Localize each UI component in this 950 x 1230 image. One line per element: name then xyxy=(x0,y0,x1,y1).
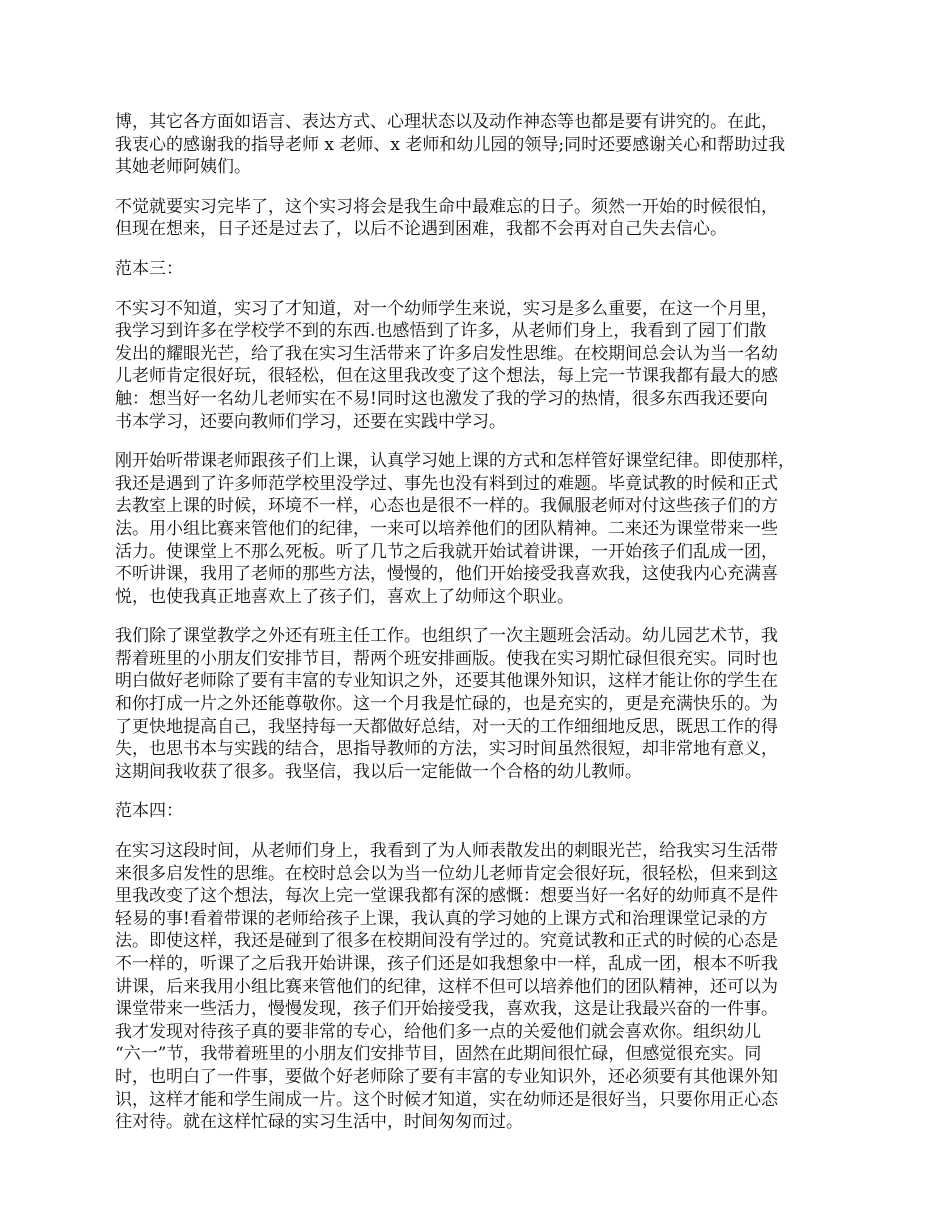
text-line: 刚开始听带课老师跟孩子们上课，认真学习她上课的方式和怎样管好课堂纪律。即使那样， xyxy=(115,451,795,472)
text-line: 和你打成一片之外还能尊敬你。这一个月我是忙碌的，也是充实的，更是充满快乐的。为 xyxy=(115,694,778,715)
text-line: 课堂带来一些活力，慢慢发现，孩子们开始接受我，喜欢我，这是让我最兴奋的一件事。 xyxy=(115,999,778,1020)
text-line: 时，也明白了一件事，要做个好老师除了要有丰富的专业知识外，还必须要有其他课外知 xyxy=(115,1066,778,1087)
text-line: 法。用小组比赛来管他们的纪律，一来可以培养他们的团队精神。二来还为课堂带来一些 xyxy=(115,518,778,539)
paragraph-5 xyxy=(115,625,850,783)
text-line: 讲课，后来我用小组比赛来管他们的纪律，这样不但可以培养他们的团队精神，还可以为 xyxy=(115,976,778,997)
text-line: 活力。使课堂上不那么死板。听了几节之后我就开始试着讲课，一开始孩子们乱成一团， xyxy=(115,541,778,562)
text-line: 不觉就要实习完毕了，这个实习将会是我生命中最难忘的日子。须然一开始的时候很怕， xyxy=(115,196,778,217)
text-line: 明白做好老师除了要有丰富的专业知识之外，还要其他课外知识，这样才能让你的学生在 xyxy=(115,671,778,692)
text-line: 我们除了课堂教学之外还有班主任工作。也组织了一次主题班会活动。幼儿园艺术节，我 xyxy=(115,626,778,647)
text-line: 但现在想来，日子还是过去了，以后不论遇到困难，我都不会再对自己失去信心。 xyxy=(115,219,727,240)
text-line: 悦，也使我真正地喜欢上了孩子们，喜欢上了幼师这个职业。 xyxy=(115,586,574,607)
text-line: 在实习这段时间，从老师们身上，我看到了为人师表散发出的刺眼光芒，给我实习生活带 xyxy=(115,841,778,862)
text-line: 了更快地提高自己，我坚持每一天都做好总结，对一天的工作细细地反思，既思工作的得 xyxy=(115,716,778,737)
text-line: 我才发现对待孩子真的要非常的专心，给他们多一点的关爱他们就会喜欢你。组织幼儿 xyxy=(115,1021,761,1042)
text-line: 不听讲课，我用了老师的那些方法，慢慢的，他们开始接受我喜欢我，这使我内心充满喜 xyxy=(115,564,778,585)
text-line: 触：想当好一名幼儿老师实在不易!同时这也激发了我的学习的热情，很多东西我还要向 xyxy=(115,388,768,409)
text-line: 不实习不知道，实习了才知道，对一个幼师学生来说，实习是多么重要，在这一个月里， xyxy=(115,298,778,319)
text-line: 不一样的，听课了之后我开始讲课，孩子们还是如我想象中一样，乱成一团，根本不听我 xyxy=(115,954,778,974)
document-body xyxy=(115,111,850,1151)
text-line: 我还是遇到了许多师范学校里没学过、事先也没有料到过的难题。毕竟试教的时候和正式 xyxy=(115,473,778,494)
text-line: 书本学习，还要向教师们学习，还要在实践中学习。 xyxy=(115,411,506,432)
paragraph-4 xyxy=(115,450,850,608)
text-line: 帮着班里的小朋友们安排节目，帮两个班安排画版。使我在实习期忙碌但很充实。同时也 xyxy=(115,648,778,669)
heading-line: 范本四： xyxy=(115,801,183,822)
text-line: 其她老师阿姨们。 xyxy=(115,157,251,178)
section-heading-sample-4 xyxy=(115,800,850,823)
text-line: 识，这样才能和学生闹成一片。这个时候才知道，实在幼师还是很好当，只要你用正心态 xyxy=(115,1089,778,1110)
text-line: 去教室上课的时候，环境不一样，心态也是很不一样的。我佩服老师对付这些孩子们的方 xyxy=(115,496,778,517)
text-line: 法。即使这样，我还是碰到了很多在校期间没有学过的。究竟试教和正式的时候的心态是 xyxy=(115,931,778,952)
text-line: 里我改变了这个想法，每次上完一堂课我都有深的感慨：想要当好一名好的幼师真不是件 xyxy=(115,886,778,907)
text-line: 博，其它各方面如语言、表达方式、心理状态以及动作神态等也都是要有讲究的。在此， xyxy=(115,112,778,132)
text-line: 我衷心的感谢我的指导老师 x 老师、x 老师和幼儿园的领导;同时还要感谢关心和帮助过我 xyxy=(115,134,786,155)
text-line: 往对待。就在这样忙碌的实习生活中，时间匆匆而过。 xyxy=(115,1112,523,1133)
paragraph-6 xyxy=(115,840,850,1134)
text-line: “六一”节，我带着班里的小朋友们安排节目，固然在此期间很忙碌，但感觉很充实。同 xyxy=(115,1044,762,1065)
paragraph-3 xyxy=(115,298,850,434)
paragraph-1 xyxy=(115,111,850,179)
text-line: 我学习到许多在学校学不到的东西.也感悟到了许多，从老师们身上，我看到了园丁们散 xyxy=(115,321,767,342)
text-line: 儿老师肯定很好玩，很轻松，但在这里我改变了这个想法，每上完一节课我都有最大的感 xyxy=(115,366,778,387)
heading-line: 范本三： xyxy=(115,258,183,279)
text-line: 轻易的事!看着带课的老师给孩子上课，我认真的学习她的上课方式和治理课堂记录的方 xyxy=(115,908,768,929)
section-heading-sample-3 xyxy=(115,258,850,281)
text-line: 这期间我收获了很多。我坚信，我以后一定能做一个合格的幼儿教师。 xyxy=(115,761,642,782)
text-line: 来很多启发性的思维。在校时总会以为当一位幼儿老师肯定会很好玩，很轻松，但来到这 xyxy=(115,863,778,884)
text-line: 发出的耀眼光芒，给了我在实习生活带来了许多启发性思维。在校期间总会认为当一名幼 xyxy=(115,343,778,364)
text-line: 失，也思书本与实践的结合，思指导教师的方法，实习时间虽然很短，却非常地有意义， xyxy=(115,739,778,760)
paragraph-2 xyxy=(115,196,850,241)
